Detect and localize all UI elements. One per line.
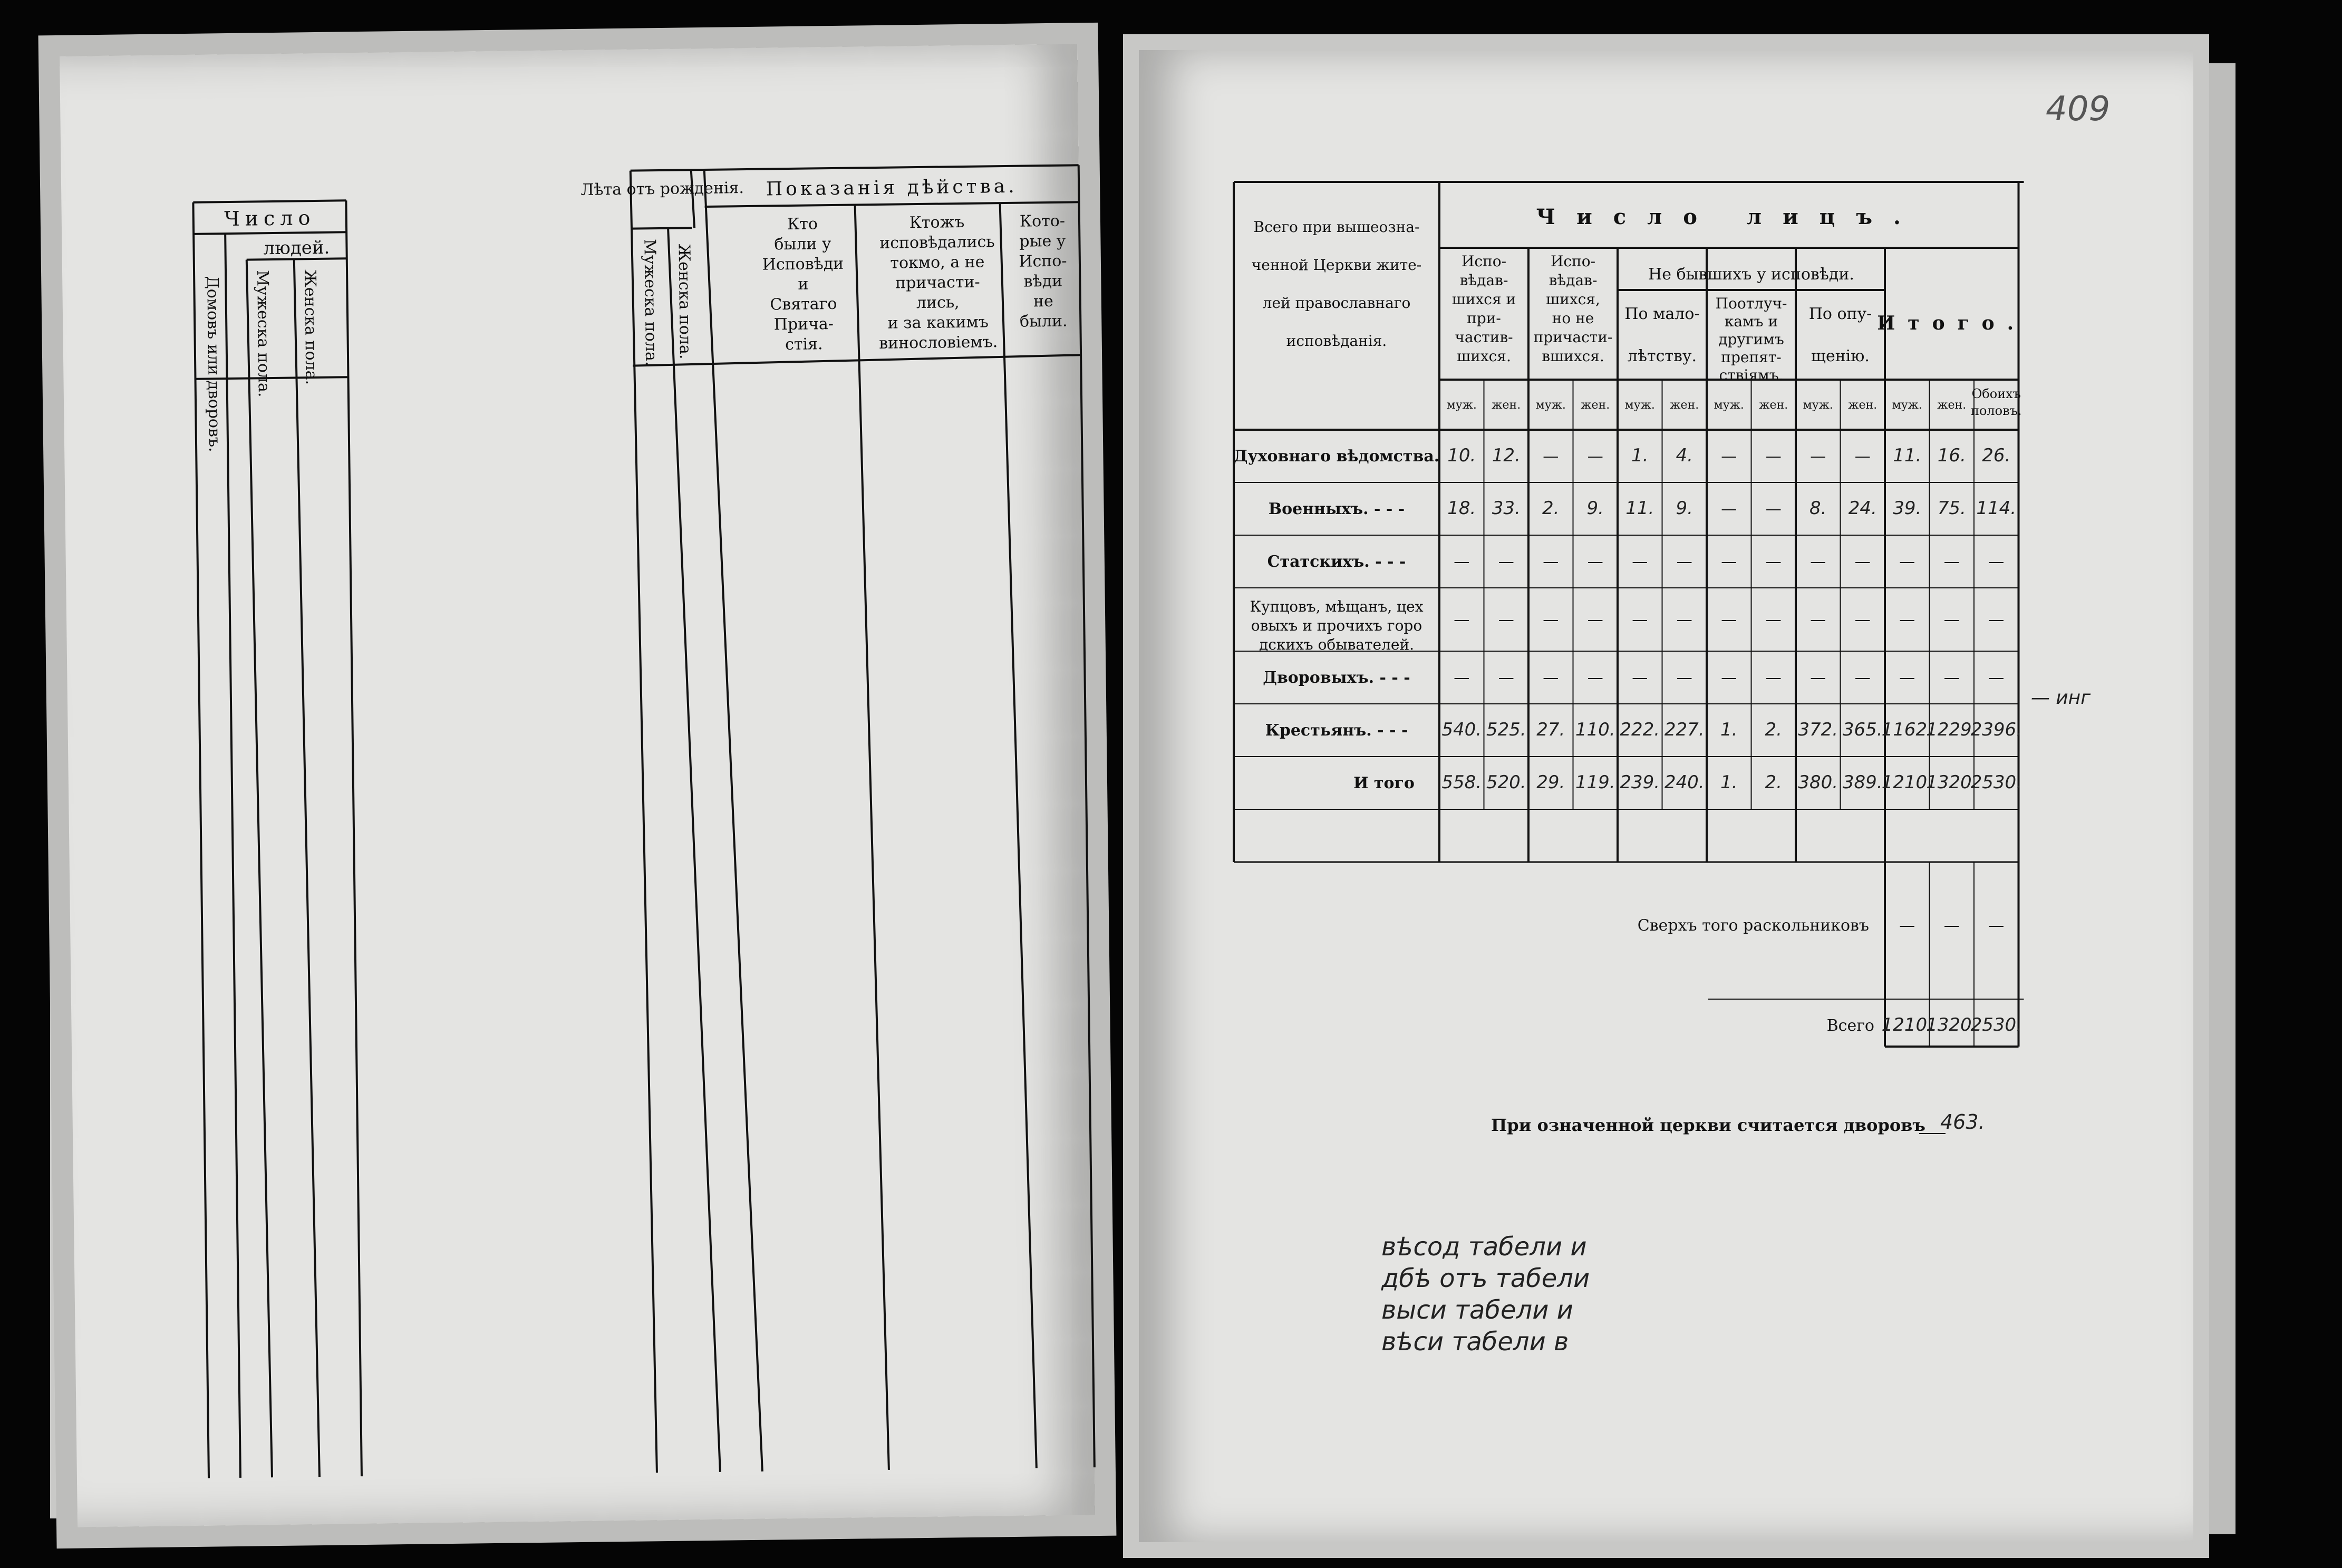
row-cell: — [1543, 611, 1559, 629]
row-cell: — [1765, 611, 1782, 629]
row-cell: 372. [1798, 719, 1838, 740]
subheader-male: муж. [1892, 399, 1922, 412]
col-male: Мужеска пола. [253, 270, 273, 398]
header-confessed-line: Испо- [1461, 253, 1507, 270]
note-line: дбѣ отъ табели [1381, 1264, 1590, 1293]
header-total-line: ченной Церкви жите- [1251, 256, 1422, 274]
subheader-male: муж. [1446, 399, 1477, 412]
row-cell: — [1765, 553, 1782, 571]
schism-cell: — [1943, 916, 1960, 935]
row-cell: 227. [1664, 719, 1705, 740]
note-line: выси табели и [1381, 1295, 1573, 1325]
row-cell: — [1587, 611, 1603, 629]
show-header-line: и [798, 275, 809, 294]
row-cell: — [1498, 669, 1514, 687]
right-table [1139, 50, 2193, 1542]
row-cell: 18. [1447, 498, 1476, 519]
row-label: Военныхъ. - - - [1268, 500, 1405, 518]
row-label-line: Купцовъ, мѣщанъ, цех [1250, 598, 1424, 615]
margin-mark: — инг [2030, 687, 2091, 709]
grand-cell: 2530. [1970, 1014, 2022, 1035]
header-total-line: лей православнаго [1262, 294, 1411, 312]
row-cell: — [1943, 553, 1960, 571]
header-absence-line: ствіямъ. [1719, 366, 1784, 384]
row-cell: 540. [1441, 719, 1482, 740]
row-cell: 11. [1625, 498, 1654, 519]
subheader-male: муж. [1714, 399, 1744, 412]
row-cell: 2396. [1970, 719, 2022, 740]
row-label: Дворовыхъ. - - - [1263, 669, 1410, 687]
row-cell: — [1988, 553, 2005, 571]
header-absence-line: другимъ [1718, 331, 1784, 348]
show-header-line: вѣди [1023, 272, 1063, 291]
row-cell: — [1454, 553, 1470, 571]
total-cell: 119. [1575, 772, 1615, 793]
row-label-line: дскихъ обывателей. [1259, 636, 1415, 653]
left-table-lines [60, 44, 1095, 1527]
subheader-both: Обоихъ [1971, 386, 2021, 401]
total-cell: 2530. [1970, 772, 2022, 793]
header-confessed-line: при- [1467, 309, 1501, 327]
row-cell: — [1632, 611, 1648, 629]
show-header-line: Святаго [770, 294, 837, 314]
row-cell: — [1632, 669, 1648, 687]
note-line: вѣсод табели и [1381, 1232, 1587, 1262]
show-header-line: не [1033, 292, 1053, 311]
group1-title: Число [224, 206, 316, 231]
row-cell: 39. [1893, 498, 1922, 519]
header-confessed-line: вѣдав- [1459, 272, 1508, 289]
show-header-line: Испо- [1019, 251, 1067, 271]
row-cell: — [1943, 669, 1960, 687]
row-cell: — [1498, 553, 1514, 571]
row-cell: 10. [1447, 445, 1476, 466]
show-header-line: исповѣдались [879, 233, 995, 253]
total-label: И того [1353, 774, 1415, 792]
row-cell: — [1543, 669, 1559, 687]
group1-sub: людей. [263, 237, 330, 259]
header-absence-line: камъ и [1724, 313, 1778, 330]
row-cell: 525. [1486, 719, 1526, 740]
row-cell: — [1854, 447, 1871, 466]
age-title: Лѣта отъ рожденія. [580, 179, 744, 199]
total-cell: 29. [1536, 772, 1565, 793]
header-absence-line: препят- [1721, 349, 1782, 366]
subheader-female: жен. [1492, 399, 1521, 412]
row-cell: 222. [1620, 719, 1660, 740]
households-text: При означенной церкви считается дворовъ [1491, 1115, 1925, 1135]
header-minor-line: лѣтству. [1627, 347, 1697, 365]
grand-cell: 1210. [1881, 1014, 1933, 1035]
row-cell: — [1765, 669, 1782, 687]
show-header-line: Кто [787, 215, 818, 234]
row-cell: 27. [1536, 719, 1565, 740]
row-cell: — [1454, 611, 1470, 629]
row-cell: 1162. [1881, 719, 1933, 740]
header-confessed-not-line: вшихся. [1542, 347, 1604, 365]
right-page [1139, 50, 2193, 1542]
row-cell: 26. [1982, 445, 2011, 466]
note-line: вѣси табели в [1381, 1327, 1569, 1357]
row-cell: 110. [1575, 719, 1615, 740]
show-header-line: Исповѣди [762, 254, 844, 274]
show-col3 [1018, 212, 1068, 331]
row-cell: 1229. [1926, 719, 1978, 740]
row-cell: 1. [1720, 719, 1738, 740]
row-cell: — [1810, 553, 1826, 571]
total-cell: 558. [1441, 772, 1482, 793]
total-cell: 1320. [1926, 772, 1978, 793]
row-cell: — [1454, 669, 1470, 687]
row-cell: — [1587, 553, 1603, 571]
row-cell: 365. [1842, 719, 1883, 740]
row-cell: — [1899, 669, 1915, 687]
row-cell: 114. [1976, 498, 2017, 519]
row-cell: 2. [1542, 498, 1560, 519]
row-cell: — [1721, 611, 1737, 629]
show-header-line: и за какимъ [887, 313, 989, 333]
show-header-line: были у [774, 235, 831, 254]
row-cell: — [1765, 447, 1782, 466]
show-header-line: Прича- [773, 314, 834, 334]
row-label: Крестьянъ. - - - [1265, 721, 1408, 740]
subheader-female: жен. [1581, 399, 1610, 412]
row-cell: — [1854, 669, 1871, 687]
row-cell: 16. [1937, 445, 1966, 466]
total-cell: 389. [1842, 772, 1883, 793]
row-cell: 24. [1848, 498, 1877, 519]
grand-label: Всего [1826, 1017, 1874, 1035]
subheader-female: жен. [1670, 399, 1699, 412]
header-not-been: Не бывшихъ у исповѣди. [1648, 265, 1854, 284]
header-neglect-line: щенію. [1811, 347, 1870, 365]
row-cell: 33. [1492, 498, 1521, 519]
show-header-line: Кото- [1019, 211, 1066, 231]
row-cell: — [1498, 611, 1514, 629]
row-cell: — [1854, 553, 1871, 571]
households-value: 463. [1940, 1110, 1985, 1134]
show-header-line: винословіемъ. [879, 333, 998, 353]
total-cell: 1. [1720, 772, 1738, 793]
row-cell: 12. [1492, 445, 1521, 466]
show-col2 [877, 212, 998, 353]
row-cell: 9. [1586, 498, 1604, 519]
row-cell: — [1810, 611, 1826, 629]
handwritten-note [1381, 1231, 1590, 1358]
show-title: Показанія дѣйства. [766, 175, 1018, 200]
header-absence-line: Поотлуч- [1715, 295, 1787, 312]
header-number: Число лицъ. [1536, 205, 1922, 229]
row-cell: — [1854, 611, 1871, 629]
row-cell: — [1765, 500, 1782, 518]
row-cell: — [1721, 447, 1737, 466]
header-confessed-not-line: Испо- [1550, 253, 1596, 270]
row-cell: — [1676, 611, 1692, 629]
subheader-female: жен. [1937, 399, 1967, 412]
left-page [60, 44, 1095, 1527]
subheader-male: муж. [1803, 399, 1833, 412]
row-cell: — [1899, 611, 1915, 629]
row-cell: — [1899, 553, 1915, 571]
header-confessed-not-line: шихся, [1546, 291, 1600, 308]
show-col1 [762, 215, 845, 354]
header-total-line: исповѣданія. [1286, 332, 1387, 350]
total-cell: 239. [1620, 772, 1660, 793]
row-cell: 8. [1809, 498, 1827, 519]
row-cell: — [1988, 669, 2005, 687]
total-cell: 520. [1486, 772, 1526, 793]
col-houses: Домовъ или дворовъ. [203, 276, 224, 452]
header-confessed-line: частив- [1455, 328, 1513, 346]
row-cell: — [1543, 553, 1559, 571]
row-cell: — [1587, 447, 1603, 466]
row-cell: — [1943, 611, 1960, 629]
total-cell: 380. [1798, 772, 1838, 793]
row-cell: — [1721, 669, 1737, 687]
row-cell: — [1676, 553, 1692, 571]
subheader-male: муж. [1535, 399, 1566, 412]
row-cell: 4. [1676, 445, 1693, 466]
total-cell: 2. [1765, 772, 1782, 793]
subheader-female: жен. [1759, 399, 1788, 412]
row-cell: 1. [1631, 445, 1649, 466]
total-cell: 1210. [1881, 772, 1933, 793]
schism-cell: — [1899, 916, 1915, 935]
row-cell: — [1988, 611, 2005, 629]
header-confessed-not-line: вѣдав- [1549, 272, 1598, 289]
header-itogo: Итого. [1877, 312, 2027, 334]
header-confessed-not-line: но не [1552, 309, 1594, 327]
subheader-both: половъ. [1970, 403, 2022, 418]
row-cell: — [1721, 500, 1737, 518]
header-neglect-line: По опу- [1808, 305, 1872, 323]
show-header-line: токмо, а не [890, 253, 985, 273]
row-cell: 2. [1765, 719, 1782, 740]
col-female: Женска пола. [301, 269, 321, 385]
page-number: 409 [2046, 90, 2111, 129]
header-minor-line: По мало- [1624, 305, 1700, 323]
show-header-line: лись, [916, 293, 960, 313]
subheader-female: жен. [1848, 399, 1878, 412]
show-header-line: стія. [785, 335, 823, 354]
row-cell: 11. [1893, 445, 1922, 466]
age-female: Женска пола. [674, 244, 695, 360]
age-male: Мужеска пола. [640, 239, 661, 366]
schism-label: Сверхъ того раскольниковъ [1637, 916, 1869, 935]
row-cell: — [1587, 669, 1603, 687]
show-header-line: Ктожъ [909, 212, 965, 233]
header-total-line: Всего при вышеозна- [1253, 218, 1420, 236]
header-confessed-not-line: причасти- [1533, 328, 1613, 346]
grand-cell: 1320. [1926, 1014, 1978, 1035]
total-cell: 240. [1664, 772, 1705, 793]
subheader-male: муж. [1624, 399, 1655, 412]
row-label: Статскихъ. - - - [1267, 553, 1406, 571]
header-confessed-line: шихся. [1457, 347, 1511, 365]
row-label-line: овыхъ и прочихъ горо [1251, 617, 1422, 634]
header-confessed-line: шихся и [1451, 291, 1516, 308]
row-cell: — [1543, 447, 1559, 466]
row-cell: 75. [1937, 498, 1966, 519]
schism-cell: — [1988, 916, 2005, 935]
row-cell: — [1810, 669, 1826, 687]
show-header-line: рые у [1019, 231, 1066, 251]
row-cell: — [1676, 669, 1692, 687]
row-cell: — [1632, 553, 1648, 571]
row-cell: — [1810, 447, 1826, 466]
row-cell: 9. [1676, 498, 1693, 519]
show-header-line: были. [1019, 312, 1068, 331]
row-label: Духовнаго вѣдомства. [1233, 447, 1440, 466]
row-cell: — [1721, 553, 1737, 571]
show-header-line: причасти- [895, 273, 980, 293]
